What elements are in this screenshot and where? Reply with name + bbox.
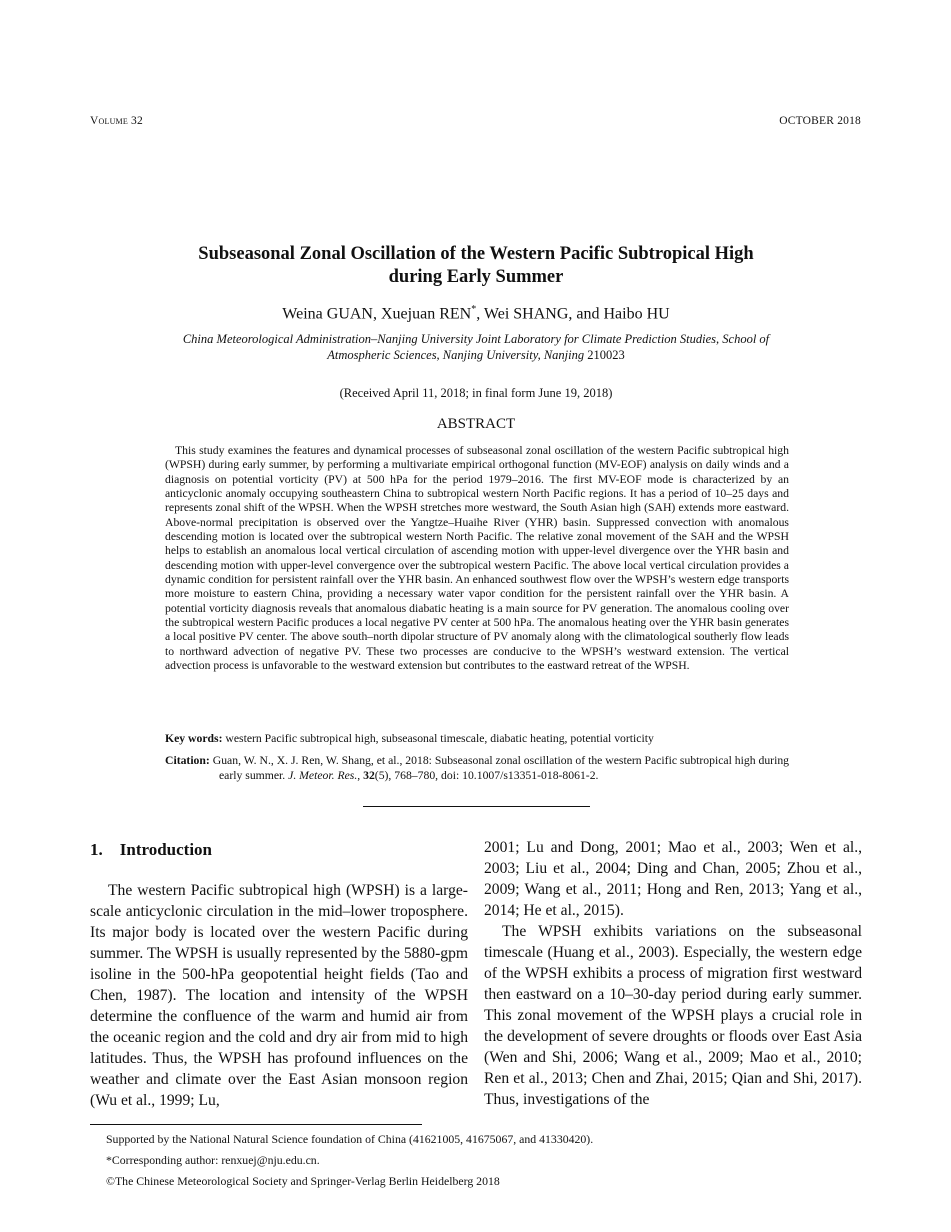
abstract-body: This study examines the features and dynamical processes of subseasonal zonal oscillation of the western Pacific subtropical high (WPSH) during early summer, by performing a multivariate empirical orthogonal function (MV-EOF) analysis on daily winds and a diagnosis on potential vorticity (PV) at 500 hPa for the period 1979–2016. The first MV-EOF mode is characterized by an anticyclonic anomaly occupying southeastern China to subtropical western North Pacific regions. It has a period of 10–25 days and represents zonal shift of the WPSH. When the WPSH stretches more westward, the South Asian high (SAH) extends more eastward. Above-normal precipitation is observed over the Yangtze–Huaihe River (YHR) basin. Suppressed convection with anomalous descending motion is located over the subtropical western North Pacific. The relative zonal movement of the SAH and the WPSH helps to establish an anomalous local vertical circulation of ascending motion with upper-level divergence over the YHR basin and descending motion with upper-level convergence over the subtropical western Pacific. The above local vertical circulation provides a dynamic condition for persistent rainfall over the YHR basin. An enhanced southwest flow over the WPSH’s western edge transports more moisture to eastern China, providing a necessary water vapor condition for the persistent rainfall over the YHR basin. A potential vorticity diagnosis reveals that anomalous diabatic heating is a main source for PV generation. The anomalous cooling over the subtropical western Pacific produces a local negative PV center at 500 hPa. The anomalous heating over the YHR basin generates a local positive PV center. The above south–north dipolar structure of PV anomaly along with the climatological southerly flow leads to northward advection of negative PV. These two processes are conducive to the WPSH’s westward extension. The vertical advection process is unfavorable to the westward extension but contributes to the eastward retreat of the WPSH. [165, 444, 789, 673]
keywords [165, 732, 789, 747]
citation-journal: J. Meteor. Res. [288, 769, 358, 782]
section-heading-introduction: 1. Introduction [90, 840, 213, 859]
citation-doi: (5), 768–780, doi: 10.1007/s13351-018-8061-2. [374, 769, 599, 782]
footnote-rule [90, 1124, 422, 1125]
citation-volume: 32 [363, 769, 375, 782]
authors-first: Weina GUAN, Xuejuan REN [282, 305, 472, 323]
affiliation-text: China Meteorological Administration–Nanjing University Joint Laboratory for Climate Prediction Studies, School of Atmospheric Sciences, Nanjing University, Nanjing [182, 332, 770, 362]
footnote-corresponding-author: *Corresponding author: renxuej@nju.edu.cn. [106, 1153, 320, 1167]
intro-paragraph-1: The western Pacific subtropical high (WPSH) is a large-scale anticyclonic circulation in the mid–lower troposphere. Its major body is located over the western Pacific during summer. The WPSH is usually represented by the 5880-gpm isoline in the 500-hPa geopotential height fields (Tao and Chen, 1987). The location and intensity of the WPSH determine the confluence of the warm and humid air from the oceanic region and the cold and dry air from mid to high latitudes. Thus, the WPSH has profound influences on the weather and climate over the East Asian monsoon region (Wu et al., 1999; Lu, [90, 882, 468, 1109]
paper-title [150, 243, 802, 289]
paper-title-line2: during Early Summer [388, 267, 564, 287]
running-header-volume [90, 115, 143, 127]
keywords-label: Key words: [165, 732, 223, 745]
intro-left-column [90, 880, 468, 1111]
corresponding-mark: * [471, 304, 477, 315]
citation-label: Citation: [165, 754, 210, 767]
author-list [150, 304, 802, 323]
intro-paragraph-2: The WPSH exhibits variations on the subseasonal timescale (Huang et al., 2003). Especially, the western edge of the WPSH exhibits a process of migration first westward then eastward on a 10–30-day period during early summer. This zonal movement of the WPSH plays a crucial role in the development of severe droughts or floods over East Asia (Wen and Shi, 2006; Wang et al., 2009; Mao et al., 2010; Ren et al., 2013; Chen and Zhai, 2015; Qian and Shi, 2017). Thus, investigations of the [484, 923, 862, 1108]
citation: Citation: Guan, W. N., X. J. Ren, W. Shang, et al., 2018: Subseasonal zonal oscillation of the western Pacific subtropical high during early summer. J. Meteor. Res., 32(5), 768–780, doi: 10.1007/s13351-018-8061-2. [165, 754, 790, 782]
section-divider [363, 806, 590, 807]
citation-text: Guan, W. N., X. J. Ren, W. Shang, et al., 2018: Subseasonal zonal oscillation of the western Pacific subtropical high during early summer. [212, 754, 790, 782]
volume-word: olume [98, 115, 128, 127]
received-dates: (Received April 11, 2018; in final form June 19, 2018) [339, 386, 613, 400]
intro-paragraph-1-cont: 2001; Lu and Dong, 2001; Mao et al., 2003; Wen et al., 2003; Liu et al., 2004; Ding and Chan, 2005; Zhou et al., 2009; Wang et al., 2011; Hong and Ren, 2013; Yang et al., 2014; He et al., 2015). [484, 839, 862, 919]
footnote-copyright: ©The Chinese Meteorological Society and Springer-Verlag Berlin Heidelberg 2018 [106, 1174, 500, 1188]
volume-initial: V [90, 115, 99, 127]
affiliation-postcode: 210023 [587, 348, 625, 362]
keywords-text: western Pacific subtropical high, subseasonal timescale, diabatic heating, potential vorticity [225, 732, 654, 745]
affiliation [165, 331, 787, 363]
footnote-funding: Supported by the National Natural Science foundation of China (41621005, 41675067, and 41330420). [106, 1132, 594, 1146]
volume-number: 32 [131, 115, 143, 127]
paper-title-line1: Subseasonal Zonal Oscillation of the Western Pacific Subtropical High [198, 244, 754, 264]
intro-right-column [484, 837, 862, 1110]
abstract-heading: ABSTRACT [436, 416, 516, 432]
running-header-date: OCTOBER 2018 [779, 115, 861, 127]
authors-rest: , Wei SHANG, and Haibo HU [476, 305, 670, 323]
